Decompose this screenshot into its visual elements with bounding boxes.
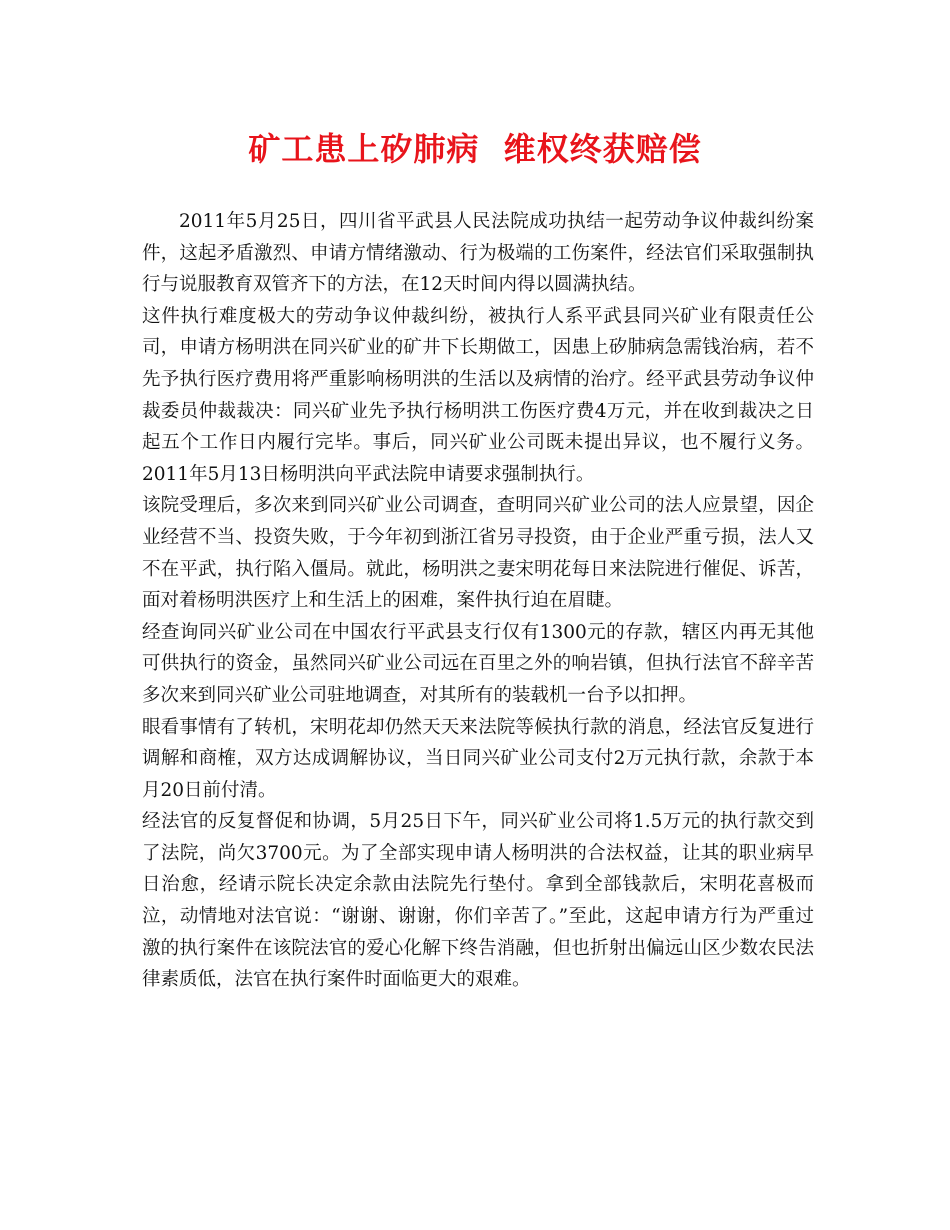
paragraph: 这件执行难度极大的劳动争议仲裁纠纷，被执行人系平武县同兴矿业有限责任公司，申请方杨明洪在同兴矿业的矿井下长期做工，因患上矽肺病急需钱治病，若不先予执行医疗费用将严重影响杨明洪的生活以及病情的治疗。经平武县劳动争议仲裁委员仲裁裁决：同兴矿业先予执行杨明洪工伤医疗费4万元，并在收到裁决之日起五个工作日内履行完毕。事后，同兴矿业公司既未提出异议，也不履行义务。2011年5月13日杨明洪向平武法院申请要求强制执行。 <box>142 305 814 485</box>
document-body <box>142 206 814 996</box>
paragraph: 该院受理后，多次来到同兴矿业公司调查，查明同兴矿业公司的法人应景望，因企业经营不当、投资失败，于今年初到浙江省另寻投资，由于企业严重亏损，法人又不在平武，执行陷入僵局。就此，杨明洪之妻宋明花每日来法院进行催促、诉苦，面对着杨明洪医疗上和生活上的困难，案件执行迫在眉睫。 <box>142 495 814 612</box>
paragraph: 经查询同兴矿业公司在中国农行平武县支行仅有1300元的存款，辖区内再无其他可供执行的资金，虽然同兴矿业公司远在百里之外的响岩镇，但执行法官不辞辛苦多次来到同兴矿业公司驻地调查，对其所有的装载机一台予以扣押。 <box>142 621 814 706</box>
paragraph: 眼看事情有了转机，宋明花却仍然天天来法院等候执行款的消息，经法官反复进行调解和商榷，双方达成调解协议，当日同兴矿业公司支付2万元执行款，余款于本月20日前付清。 <box>142 716 814 801</box>
document-title: 矿工患上矽肺病 维权终获赔偿 <box>248 130 702 168</box>
paragraph: 2011年5月25日，四川省平武县人民法院成功执结一起劳动争议仲裁纠纷案件，这起矛盾激烈、申请方情绪激动、行为极端的工伤案件，经法官们采取强制执行与说服教育双管齐下的方法，在12天时间内得以圆满执结。 <box>142 211 814 296</box>
paragraph: 经法官的反复督促和协调，5月25日下午，同兴矿业公司将1.5万元的执行款交到了法院，尚欠3700元。为了全部实现申请人杨明洪的合法权益，让其的职业病早日治愈，经请示院长决定余款由法院先行垫付。拿到全部钱款后，宋明花喜极而泣，动情地对法官说：“谢谢、谢谢，你们辛苦了。”至此，这起申请方行为严重过激的执行案件在该院法官的爱心化解下终告消融，但也折射出偏远山区少数农民法律素质低，法官在执行案件时面临更大的艰难。 <box>142 811 814 991</box>
